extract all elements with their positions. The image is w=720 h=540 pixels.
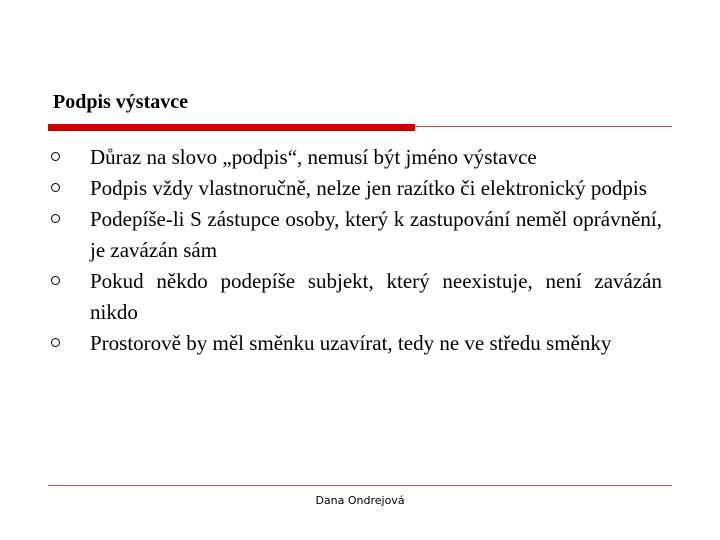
bullet-item — [50, 173, 662, 204]
hollow-circle-bullet-icon — [51, 214, 60, 223]
hollow-circle-bullet-icon — [51, 338, 60, 347]
hollow-circle-bullet-icon — [51, 152, 60, 161]
hollow-circle-bullet-icon — [51, 276, 60, 285]
bullet-text: Podepíše-li S zástupce osoby, který k zastupování neměl oprávnění, je zavázán sám — [90, 207, 662, 262]
footer-author: Dana Ondrejová — [315, 494, 405, 507]
bullet-list — [50, 142, 662, 359]
bullet-item — [50, 266, 662, 328]
bullet-text: Důraz na slovo „podpis“, nemusí být jméno výstavce — [90, 145, 537, 169]
slide-title: Podpis výstavce — [53, 91, 188, 113]
bullet-item — [50, 142, 662, 173]
title-divider-accent — [48, 124, 415, 131]
bullet-text: Pokud někdo podepíše subjekt, který neexistuje, není zavázán nikdo — [90, 269, 662, 324]
bullet-item — [50, 328, 662, 359]
bullet-item — [50, 204, 662, 266]
hollow-circle-bullet-icon — [51, 183, 60, 192]
bullet-text: Prostorově by měl směnku uzavírat, tedy ne ve středu směnky — [90, 331, 612, 355]
footer-divider — [48, 485, 672, 486]
bullet-text: Podpis vždy vlastnoručně, nelze jen razítko či elektronický podpis — [90, 176, 647, 200]
